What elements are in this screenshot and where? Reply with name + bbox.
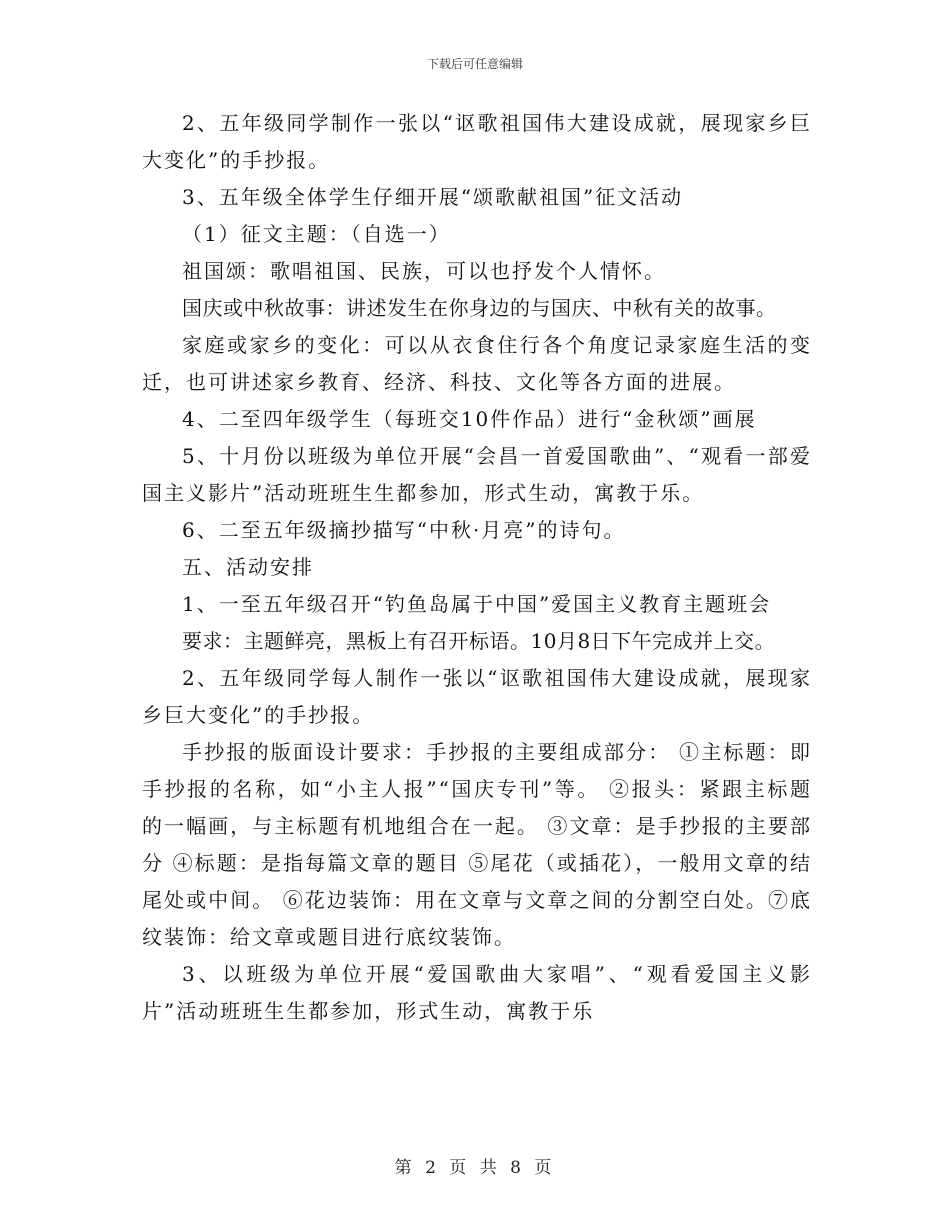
paragraph: 家庭或家乡的变化：可以从衣食住行各个角度记录家庭生活的变迁，也可讲述家乡教育、经济、科技、文化等各方面的进展。 xyxy=(142,333,812,394)
paragraph: （1）征文主题：（自选一） xyxy=(182,222,451,246)
paragraph: 要求：主题鲜亮，黑板上有召开标语。10月8日下午完成并上交。 xyxy=(182,629,776,653)
document-body xyxy=(142,105,812,1030)
paragraph: 国庆或中秋故事：讲述发生在你身边的与国庆、中秋有关的故事。 xyxy=(182,296,777,320)
page-footer: 第 2 页 共 8 页 xyxy=(394,1158,556,1178)
paragraph: 3、以班级为单位开展“爱国歌曲大家唱”、“观看爱国主义影片”活动班班生生都参加，形式生动，寓教于乐 xyxy=(142,962,812,1023)
paragraph: 5、十月份以班级为单位开展“会昌一首爱国歌曲”、“观看一部爱国主义影片”活动班班生生都参加，形式生动，寓教于乐。 xyxy=(142,444,812,505)
paragraph: 3、五年级全体学生仔细开展“颂歌献祖国”征文活动 xyxy=(182,185,684,209)
paragraph: 祖国颂：歌唱祖国、民族，可以也抒发个人情怀。 xyxy=(182,259,666,283)
paragraph: 6、二至五年级摘抄描写“中秋·月亮”的诗句。 xyxy=(182,518,626,542)
paragraph: 4、二至四年级学生（每班交10件作品）进行“金秋颂”画展 xyxy=(182,407,757,431)
paragraph: 手抄报的版面设计要求：手抄报的主要组成部分： ①主标题：即手抄报的名称，如“小主人报”“国庆专刊”等。 ②报头：紧跟主标题的一幅画，与主标题有机地组合在一起。 ③文章：是手抄报的主要部分 ④标题：是指每篇文章的题目 ⑤尾花（或插花），一般用文章的结尾处或中间。 ⑥花边装饰：用在文章与文章之间的分割空白处。⑦底纹装饰：给文章或题目进行底纹装饰。 xyxy=(142,740,812,949)
paragraph: 2、五年级同学每人制作一张以“讴歌祖国伟大建设成就，展现家乡巨大变化”的手抄报。 xyxy=(142,666,812,727)
section-heading: 五、活动安排 xyxy=(182,555,314,579)
page-header: 下载后可任意编辑 xyxy=(426,57,523,71)
paragraph: 2、五年级同学制作一张以“讴歌祖国伟大建设成就，展现家乡巨大变化”的手抄报。 xyxy=(142,111,812,172)
paragraph: 1、一至五年级召开“钓鱼岛属于中国”爱国主义教育主题班会 xyxy=(182,592,772,616)
